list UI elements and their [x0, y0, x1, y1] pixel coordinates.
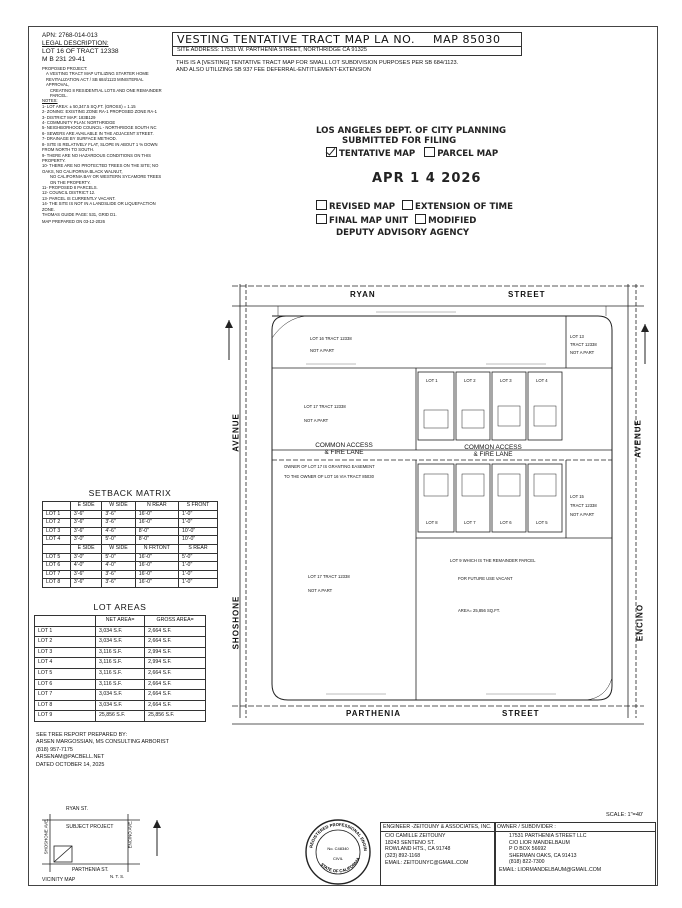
table-row: [35, 668, 206, 679]
table-cell: 10'-0": [178, 527, 217, 536]
setback-header-row: [43, 502, 218, 511]
note-item: 3- DISTRICT MAP: 183B129: [42, 114, 96, 120]
tree-report-line: ARSEN MARGOSSIAN, MS CONSULTING ARBORIST: [36, 739, 169, 746]
project-notes: [42, 32, 166, 225]
table-cell: LOT 2: [43, 519, 71, 528]
note-item: 7- DRAINAGE BY SURFACE METHOD.: [42, 136, 117, 142]
table-cell: 1'-0": [178, 562, 217, 571]
note-item: 14- THE SITE IS NOT IN A LANDSLIDE OR LIQUEFACTION ZONE.: [42, 201, 156, 212]
street-ryan: RYAN: [350, 290, 376, 299]
table-cell: LOT 8: [35, 700, 96, 711]
table-cell: 3'-6": [70, 527, 101, 536]
note-item: 13- PARCEL IS CURRENTLY VACANT.: [42, 195, 116, 201]
planning-stamp: [316, 126, 516, 238]
vicinity-map: [36, 806, 156, 884]
table-row: [43, 519, 218, 528]
table-cell: LOT 3: [35, 647, 96, 658]
lot13-label: LOT 13: [570, 334, 584, 339]
street-ryan-suffix: STREET: [508, 290, 546, 299]
stamp-revised: REVISED MAP: [329, 202, 396, 212]
vicinity-shoshone: SHOSHONE AVE.: [43, 818, 49, 855]
owner-line: 17531 PARTHENIA STREET LLC: [509, 833, 587, 839]
tree-report-line: ARSENAM@PACBELL.NET: [36, 754, 105, 761]
legal-lot-tract: LOT 16 OF TRACT 12338: [42, 48, 119, 55]
table-cell: 3,116 S.F.: [96, 658, 145, 669]
north-arrow-icon: [637, 322, 653, 366]
table-header-cell: E SIDE: [70, 544, 101, 553]
table-cell: LOT 2: [35, 637, 96, 648]
easement-line-1: OWNER OF LOT 17 IS GRANTING EASEMENT: [284, 464, 375, 469]
table-cell: 16'-0": [135, 579, 178, 588]
owner-email: EMAIL: LIORMANDELBAUM@GMAIL.COM: [499, 866, 602, 873]
lot16-label: LOT 16 TRACT 12338: [310, 336, 352, 341]
table-cell: 3,034 S.F.: [96, 690, 145, 701]
engineer-line: C/O CAMILLE ZEITOUNY: [385, 833, 446, 839]
lot13-sub: NOT A PART: [570, 350, 595, 355]
street-shoshone: SHOSHONE: [231, 595, 241, 650]
table-cell: 2,664 S.F.: [145, 626, 206, 637]
table-cell: 1'-0": [178, 510, 217, 519]
lot-areas: [34, 602, 206, 722]
table-cell: LOT 9: [35, 711, 96, 722]
table-cell: LOT 6: [35, 679, 96, 690]
owner-box: [494, 822, 656, 886]
table-cell: 3,034 S.F.: [96, 637, 145, 648]
street-parthenia: PARTHENIA: [346, 709, 402, 718]
vicinity-nts: N. T. S.: [110, 874, 125, 879]
engineer-line: 18243 SENTENO ST.: [385, 839, 435, 846]
seal-number: No. C48340: [327, 846, 349, 851]
site-address: SITE ADDRESS: 17531 W. PARTHENIA STREET, NORTHRIDGE CA 91325: [177, 47, 367, 53]
note-item: 12- COUNCIL DISTRICT 12.: [42, 190, 96, 196]
north-arrow-icon: [150, 818, 164, 858]
lot17-bottom-label: LOT 17 TRACT 12338: [308, 574, 350, 579]
map-number: MAP 85030: [433, 33, 501, 46]
stamp-deputy: DEPUTY ADVISORY AGENCY: [336, 228, 470, 238]
street-shoshone-avenue: AVENUE: [231, 413, 241, 452]
table-cell: LOT 7: [35, 690, 96, 701]
street-encino: ENCINO: [635, 603, 645, 642]
lot-1-label: LOT 1: [426, 378, 438, 383]
seal-state-text: STATE OF CALIFORNIA: [319, 856, 361, 874]
legal-description-label: LEGAL DESCRIPTION:: [42, 40, 109, 47]
proposed-line-1: A VESTING TRACT MAP UTILIZING STARTER HOME REVITALIZATION ACT / SB 684/1123 MINISTERIAL APPROVAL,: [46, 71, 149, 88]
table-cell: 10'-0": [178, 536, 217, 545]
lot-8-label: LOT 8: [426, 520, 438, 525]
table-cell: LOT 4: [35, 658, 96, 669]
note-item: NO CALIFORNIA BAY OR WESTERN SYCAMORE TREES ON THE PROPERTY.: [50, 174, 162, 185]
note-item: 11- PROPOSED 8 PARCELS.: [42, 184, 98, 190]
lot-7-label: LOT 7: [464, 520, 476, 525]
owner-line: (818) 822-7300: [509, 859, 545, 866]
note-item: 8- SITE IS RELATIVELY FLAT, SLOPE IN ABOUT 1 % DOWN FROM NORTH TO SOUTH.: [42, 141, 158, 153]
lot15-sub: NOT A PART: [570, 512, 595, 517]
table-cell: LOT 8: [43, 579, 71, 588]
lot13-tract: TRACT 12338: [570, 342, 597, 347]
table-row: [43, 562, 218, 571]
stamp-final: FINAL MAP UNIT: [329, 216, 409, 226]
table-cell: 3'-6": [102, 579, 135, 588]
legal-mb: M B 231 29-41: [42, 56, 86, 63]
tree-report-line: DATED OCTOBER 14, 2025: [36, 761, 105, 768]
stamp-dept: LOS ANGELES DEPT. OF CITY PLANNING: [316, 126, 507, 136]
table-cell: 3,034 S.F.: [96, 700, 145, 711]
table-row: [35, 711, 206, 722]
vicinity-label: VICINITY MAP: [42, 877, 76, 883]
table-cell: 1'-0": [178, 519, 217, 528]
notes-label: NOTES:: [42, 98, 58, 104]
table-cell: 16'-0": [135, 553, 178, 562]
table-header-cell: N REAR: [135, 502, 178, 511]
remainder-line-1: LOT 9 WHICH IS THE REMAINDER PARCEL: [450, 558, 536, 563]
table-cell: 4'-0": [70, 562, 101, 571]
lot15-label: LOT 15: [570, 494, 584, 499]
engineer-seal: [304, 818, 372, 886]
table-cell: 4'-6": [102, 527, 135, 536]
proposed-project-label: PROPOSED PROJECT:: [42, 66, 88, 71]
stamp-extension: EXTENSION OF TIME: [415, 202, 513, 212]
note-item: 1- LOT AREA: ± 50,347.5 SQ.FT. (GROSS) = 1.15: [42, 103, 136, 109]
note-item: 10- THERE ARE NO PROTECTED TREES ON THE SITE; NO OAKS, NO CALIFORNIA BLACK WALNUT,: [42, 163, 159, 174]
table-header-cell: GROSS AREA=: [145, 616, 206, 627]
table-row: [43, 536, 218, 545]
lot16-sub: NOT A PART: [310, 348, 335, 353]
table-row: [35, 690, 206, 701]
stamp-tentative: TENTATIVE MAP: [339, 149, 416, 159]
table-cell: LOT 4: [43, 536, 71, 545]
stamp-submitted: SUBMITTED FOR FILING: [342, 136, 457, 146]
description-line-2: AND ALSO UTILIZING SB 937 FEE DEFERRAL-ENTITLEMENT-EXTENSION: [176, 67, 371, 73]
table-header-cell: N FRTONT: [135, 544, 178, 553]
table-cell: 2,664 S.F.: [145, 679, 206, 690]
table-header-cell: W SIDE: [102, 544, 135, 553]
table-cell: 2,664 S.F.: [145, 668, 206, 679]
table-row: [43, 527, 218, 536]
proposed-line-2: CREATING 8 RESIDENTIAL LOTS AND ONE REMAINDER PARCEL.: [50, 87, 162, 99]
table-row: [35, 647, 206, 658]
table-cell: 3'-6": [102, 570, 135, 579]
access-left-line-2: & FIRE LANE: [324, 449, 364, 456]
table-header-cell: [35, 616, 96, 627]
stamp-modified: MODIFIED: [428, 216, 477, 226]
table-cell: LOT 3: [43, 527, 71, 536]
setback-table: [42, 501, 218, 588]
owner-line: C/O LIOR MANDELBAUM: [509, 839, 570, 846]
table-row: [35, 700, 206, 711]
access-right-line-1: COMMON ACCESS: [464, 444, 522, 451]
table-cell: 3'-0": [70, 536, 101, 545]
table-header-cell: E SIDE: [70, 502, 101, 511]
vicinity-encino: ENCINO AVE.: [127, 820, 133, 849]
table-cell: 5'-0": [178, 553, 217, 562]
table-cell: 3'-6": [102, 510, 135, 519]
owner-line: P O BOX 56692: [509, 846, 547, 853]
access-lane-right: [458, 444, 528, 458]
table-row: [35, 626, 206, 637]
lot17-top-sub: NOT A PART: [304, 418, 329, 423]
table-cell: 3,034 S.F.: [96, 626, 145, 637]
street-parthenia-suffix: STREET: [502, 709, 540, 718]
lot-3-label: LOT 3: [500, 378, 512, 383]
engineer-title: ENGINEER -ZEITOUNY & ASSOCIATES, INC.: [381, 823, 495, 832]
lot-2-label: LOT 2: [464, 378, 476, 383]
north-arrow-icon: [221, 318, 237, 362]
table-header-cell: [43, 544, 71, 553]
lot-areas-header-row: [35, 616, 206, 627]
table-cell: 3'-0": [70, 553, 101, 562]
vicinity-parthenia: PARTHENIA ST.: [72, 867, 109, 873]
lot15-tract: TRACT 12338: [570, 503, 597, 508]
easement-line-2: TO THE OWNER OF LOT 16 VIA TRACT 85030: [284, 474, 374, 479]
tree-report-line: SEE TREE REPORT PREPARED BY:: [36, 732, 127, 738]
lot-areas-table: [34, 615, 206, 722]
table-cell: 2,994 S.F.: [145, 647, 206, 658]
engineer-box: [380, 822, 496, 886]
lot17-top-label: LOT 17 TRACT 12338: [304, 404, 346, 409]
access-right-line-2: & FIRE LANE: [473, 451, 513, 458]
note-item: MAP PREPARED ON 03-12-2026: [42, 219, 105, 225]
lot-5-label: LOT 5: [536, 520, 548, 525]
tentative-map-checkbox: [326, 147, 337, 157]
note-item: 4- COMMUNITY PLAN: NORTHRIDGE: [42, 120, 116, 126]
table-cell: LOT 5: [43, 553, 71, 562]
extension-checkbox: [402, 200, 413, 210]
table-cell: 25,856 S.F.: [145, 711, 206, 722]
table-header-cell: W SIDE: [102, 502, 135, 511]
parcel-map-checkbox: [424, 147, 435, 157]
note-item: 5- NEIGHBORHOOD COUNCIL - NORTHRIDGE SOUTH NC: [42, 125, 157, 131]
scale-label: SCALE: 1"=40': [606, 812, 644, 818]
table-cell: 16'-0": [135, 570, 178, 579]
engineer-email: EMAIL: ZEITOUNYC@GMAIL.COM: [385, 860, 469, 867]
vicinity-ryan: RYAN ST.: [66, 806, 89, 812]
table-cell: 3,116 S.F.: [96, 679, 145, 690]
table-cell: 3,116 S.F.: [96, 668, 145, 679]
table-header-cell: S FRONT: [178, 502, 217, 511]
access-lane-left: [314, 442, 374, 456]
access-left-line-1: COMMON ACCESS: [315, 442, 373, 449]
stamp-parcel: PARCEL MAP: [437, 149, 499, 159]
vicinity-subject: SUBJECT PROJECT: [66, 824, 114, 830]
note-item: 2- ZONING: EXISTING ZONE RA-1 PROPOSED ZONE RA-1: [42, 109, 157, 115]
lot-areas-title: LOT AREAS: [93, 602, 147, 612]
map-title: VESTING TENTATIVE TRACT MAP LA NO.: [177, 33, 416, 46]
table-cell: 3'-6": [70, 519, 101, 528]
apn: APN: 2768-014-013: [42, 32, 98, 39]
final-map-checkbox: [316, 214, 327, 224]
seal-ring-text: REGISTERED PROFESSIONAL ENGIN: [308, 821, 369, 851]
remainder-area: AREA= 25,856 SQ.FT.: [458, 608, 501, 613]
table-header-cell: S REAR: [178, 544, 217, 553]
table-cell: 8'-0": [135, 527, 178, 536]
setback-matrix: [42, 488, 218, 588]
map-description: [176, 60, 458, 74]
table-cell: 8'-0": [135, 536, 178, 545]
table-cell: 5'-0": [102, 536, 135, 545]
title-block: [172, 32, 522, 56]
modified-checkbox: [415, 214, 426, 224]
note-item: 6- SEWERS ARE AVAILABLE IN THE ADJACENT STREET.: [42, 130, 154, 136]
table-cell: 16'-0": [135, 519, 178, 528]
table-cell: 3'-6": [70, 510, 101, 519]
engineer-line: (323) 892-1168: [385, 852, 421, 859]
revised-map-checkbox: [316, 200, 327, 210]
table-row: [43, 510, 218, 519]
table-cell: 2,664 S.F.: [145, 690, 206, 701]
note-item: THOMAS GUIDE PAGE: 531, GRID D1.: [42, 211, 117, 217]
table-cell: 2,664 S.F.: [145, 637, 206, 648]
owner-title: OWNER / SUBDIVIDER :: [495, 823, 655, 832]
description-line-1: THIS IS A [VESTING] TENTATIVE TRACT MAP FOR SMALL LOT SUBDIVISION PURPOSES PER SB 684/1123.: [176, 60, 459, 66]
table-row: [35, 637, 206, 648]
lot-6-label: LOT 6: [500, 520, 512, 525]
table-cell: 3'-6": [70, 570, 101, 579]
table-cell: 4'-0": [102, 562, 135, 571]
lot17-bottom-sub: NOT A PART: [308, 588, 333, 593]
table-row: [43, 570, 218, 579]
table-cell: 5'-0": [102, 553, 135, 562]
table-cell: 16'-0": [135, 562, 178, 571]
table-row: [43, 579, 218, 588]
table-cell: 1'-0": [178, 579, 217, 588]
table-cell: LOT 5: [35, 668, 96, 679]
tree-report-line: (818) 957-7175: [36, 746, 73, 753]
seal-civil: CIVIL: [332, 856, 344, 861]
setback-title: SETBACK MATRIX: [88, 488, 172, 498]
table-cell: 3'-6": [70, 579, 101, 588]
table-cell: 16'-0": [135, 510, 178, 519]
table-cell: LOT 1: [35, 626, 96, 637]
table-cell: 2,664 S.F.: [145, 700, 206, 711]
street-encino-avenue: AVENUE: [633, 419, 643, 458]
stamp-date: APR 1 4 2026: [372, 171, 482, 186]
table-header-cell: [43, 502, 71, 511]
tree-report: [36, 732, 226, 769]
setback-header-row: [43, 544, 218, 553]
table-cell: 3'-6": [102, 519, 135, 528]
table-row: [43, 553, 218, 562]
site-plan: [226, 278, 650, 730]
table-row: [35, 658, 206, 669]
table-cell: LOT 6: [43, 562, 71, 571]
note-item: 9- THERE ARE NO HAZARDOUS CONDITIONS ON THIS PROPERTY.: [42, 152, 151, 163]
remainder-line-2: FOR FUTURE USE VACANT: [458, 576, 513, 581]
table-cell: LOT 1: [43, 510, 71, 519]
owner-line: SHERMAN OAKS, CA 91413: [509, 852, 577, 859]
table-cell: 3,116 S.F.: [96, 647, 145, 658]
lot-4-label: LOT 4: [536, 378, 548, 383]
table-cell: LOT 7: [43, 570, 71, 579]
table-cell: 1'-0": [178, 570, 217, 579]
table-row: [35, 679, 206, 690]
table-cell: 25,856 S.F.: [96, 711, 145, 722]
table-header-cell: NET AREA=: [96, 616, 145, 627]
engineer-line: ROWLAND HTS., CA 91748: [385, 846, 451, 853]
table-cell: 2,994 S.F.: [145, 658, 206, 669]
